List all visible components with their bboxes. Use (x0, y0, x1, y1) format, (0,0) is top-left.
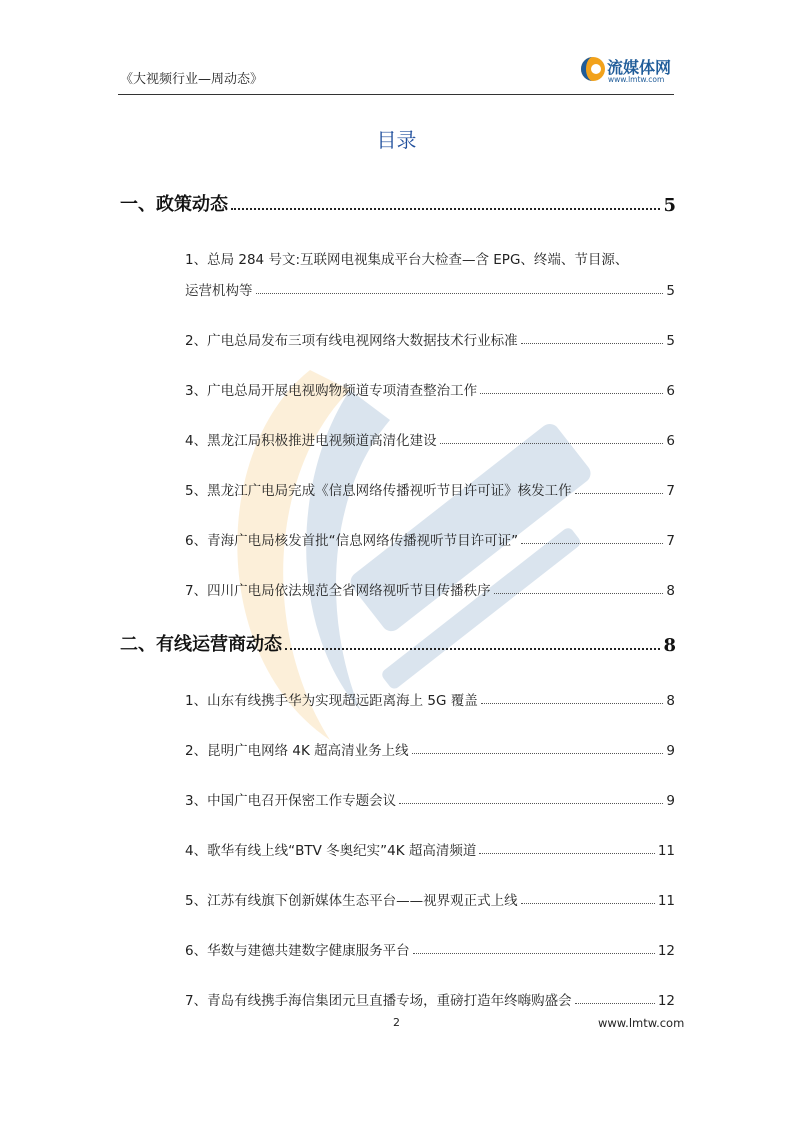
toc-item-label: 3、中国广电召开保密工作专题会议 (185, 793, 397, 809)
toc-item[interactable] (185, 939, 675, 959)
toc-item[interactable] (185, 989, 675, 1009)
toc-item-label: 5、黑龙江广电局完成《信息网络传播视听节目许可证》核发工作 (185, 483, 572, 499)
toc-leader-dots (521, 343, 664, 344)
toc-item-label: 2、广电总局发布三项有线电视网络大数据技术行业标准 (185, 333, 518, 349)
toc-item-label: 3、广电总局开展电视购物频道专项清查整治工作 (185, 383, 478, 399)
toc-leader-dots (575, 1003, 655, 1004)
toc-item-label: 4、歌华有线上线“BTV 冬奥纪实”4K 超高清频道 (185, 843, 477, 859)
toc-item[interactable] (185, 839, 675, 859)
logo-url: www.lmtw.com (608, 75, 665, 84)
toc-page-number: 12 (657, 993, 675, 1009)
toc-section-label: 二、有线运营商动态 (120, 634, 282, 655)
toc-page-number: 6 (666, 383, 675, 399)
toc-page-number: 8 (666, 693, 675, 709)
toc-item[interactable] (185, 579, 675, 599)
toc-page-number: 6 (666, 433, 675, 449)
logo-text: 流媒体网 (607, 58, 672, 77)
toc-section-policy[interactable] (120, 190, 676, 216)
toc-page-number: 11 (657, 843, 675, 859)
toc-page-number: 7 (666, 483, 675, 499)
toc-page-number: 11 (657, 893, 675, 909)
toc-leader-dots (575, 493, 664, 494)
toc-leader-dots (285, 648, 660, 650)
toc-item[interactable] (185, 689, 675, 709)
toc-item-label: 1、山东有线携手华为实现超远距离海上 5G 覆盖 (185, 693, 478, 709)
footer-url: www.lmtw.com (598, 1016, 685, 1030)
toc-item-label: 7、四川广电局依法规范全省网络视听节目传播秩序 (185, 583, 491, 599)
toc-leader-dots (480, 393, 663, 394)
toc-leader-dots (256, 293, 664, 294)
toc-leader-dots (521, 543, 663, 544)
toc-leader-dots (412, 753, 664, 754)
toc-item[interactable] (185, 479, 675, 499)
toc-item-label: 4、黑龙江局积极推进电视频道高清化建设 (185, 433, 437, 449)
toc-page-number: 8 (666, 583, 675, 599)
toc-item-label: 6、青海广电局核发首批“信息网络传播视听节目许可证” (185, 533, 519, 549)
toc-title: 目录 (376, 128, 417, 152)
toc-page-number: 12 (657, 943, 675, 959)
toc-item[interactable] (185, 739, 675, 759)
toc-item-label: 5、江苏有线旗下创新媒体生态平台——视界观正式上线 (185, 893, 518, 909)
toc-item-label-line1[interactable]: 1、总局 284 号文:互联网电视集成平台大检查—含 EPG、终端、节目源、 (185, 252, 629, 268)
toc-leader-dots (521, 903, 655, 904)
logo-mark-icon (580, 56, 606, 82)
toc-leader-dots (479, 853, 654, 854)
toc-leader-dots (399, 803, 663, 804)
toc-leader-dots (440, 443, 664, 444)
toc-page-number: 7 (666, 533, 675, 549)
toc-leader-dots (413, 953, 655, 954)
toc-item[interactable] (185, 429, 675, 449)
toc-item[interactable] (185, 379, 675, 399)
toc-page-number: 9 (666, 793, 675, 809)
toc-section-cable-operators[interactable] (120, 630, 676, 656)
toc-item-label: 6、华数与建德共建数字健康服务平台 (185, 943, 410, 959)
toc-item-label: 运营机构等 (185, 283, 253, 299)
toc-page-number: 8 (663, 635, 676, 656)
toc-item-label: 2、昆明广电网络 4K 超高清业务上线 (185, 743, 409, 759)
toc-item[interactable] (185, 889, 675, 909)
toc-section-label: 一、政策动态 (120, 194, 228, 215)
toc-item[interactable] (185, 789, 675, 809)
logo (580, 54, 680, 88)
toc-item-label: 7、青岛有线携手海信集团元旦直播专场，重磅打造年终嗨购盛会 (185, 993, 572, 1009)
toc-item[interactable] (185, 529, 675, 549)
toc-page-number: 5 (666, 333, 675, 349)
toc-page-number: 5 (663, 195, 676, 216)
header-divider (118, 94, 674, 95)
toc-leader-dots (494, 593, 664, 594)
toc-leader-dots (481, 703, 664, 704)
header-title: 《大视频行业—周动态》 (120, 72, 264, 87)
toc-page-number: 5 (666, 283, 675, 299)
toc-item[interactable] (185, 329, 675, 349)
toc-item[interactable] (185, 279, 675, 299)
toc-page-number: 9 (666, 743, 675, 759)
toc-leader-dots (231, 208, 660, 210)
footer-page-number: 2 (393, 1016, 400, 1029)
